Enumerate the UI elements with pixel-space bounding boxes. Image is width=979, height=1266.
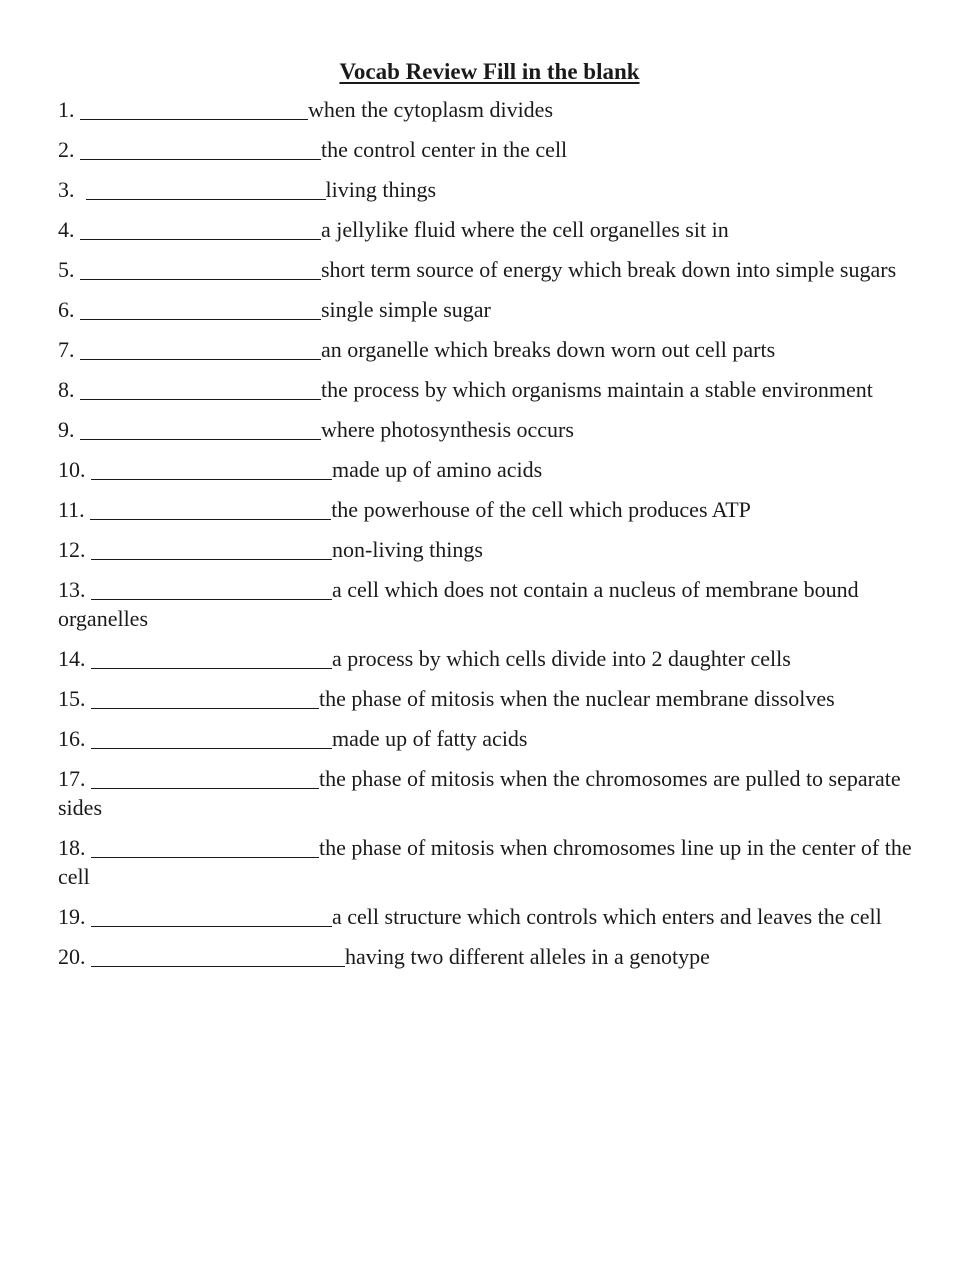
item-number: 2.: [58, 137, 75, 162]
item-number: 6.: [58, 297, 75, 322]
item-number: 15.: [58, 686, 86, 711]
vocab-list: [58, 95, 920, 971]
item-definition: a jellylike fluid where the cell organelles sit in: [321, 217, 729, 242]
answer-blank[interactable]: [80, 337, 321, 360]
item-definition: the phase of mitosis when chromosomes line up in the center of the cell: [58, 835, 912, 889]
answer-blank[interactable]: [91, 766, 319, 789]
item-definition: the phase of mitosis when the chromosomes are pulled to separate sides: [58, 766, 901, 820]
item-number: 16.: [58, 726, 86, 751]
item-number: 20.: [58, 944, 86, 969]
list-item: [58, 375, 920, 404]
answer-blank[interactable]: [90, 497, 331, 520]
item-definition: a process by which cells divide into 2 daughter cells: [332, 646, 791, 671]
item-number: 8.: [58, 377, 75, 402]
worksheet-title: Vocab Review Fill in the blank: [339, 59, 640, 84]
item-definition: single simple sugar: [321, 297, 491, 322]
answer-blank[interactable]: [91, 577, 332, 600]
answer-blank[interactable]: [91, 537, 332, 560]
answer-blank[interactable]: [80, 297, 321, 320]
list-item: [58, 942, 920, 971]
item-definition: the powerhouse of the cell which produces ATP: [331, 497, 751, 522]
item-number: 3.: [58, 177, 75, 202]
item-definition: living things: [325, 177, 437, 202]
item-number: 14.: [58, 646, 86, 671]
answer-blank[interactable]: [91, 726, 332, 749]
item-definition: the control center in the cell: [321, 137, 568, 162]
item-number: 19.: [58, 904, 86, 929]
answer-blank[interactable]: [80, 377, 321, 400]
item-number: 7.: [58, 337, 75, 362]
item-number: 4.: [58, 217, 75, 242]
item-number: 11.: [58, 497, 85, 522]
list-item: [58, 833, 920, 891]
list-item: [58, 295, 920, 324]
list-item: [58, 335, 920, 364]
item-definition: non-living things: [332, 537, 483, 562]
item-definition: when the cytoplasm divides: [308, 97, 554, 122]
answer-blank[interactable]: [91, 944, 345, 967]
answer-blank[interactable]: [80, 417, 321, 440]
list-item: [58, 255, 920, 284]
answer-blank[interactable]: [91, 835, 319, 858]
answer-blank[interactable]: [91, 646, 332, 669]
list-item: [58, 644, 920, 673]
answer-blank[interactable]: [80, 137, 321, 160]
item-number: 17.: [58, 766, 86, 791]
item-number: 10.: [58, 457, 86, 482]
answer-blank[interactable]: [80, 257, 321, 280]
answer-blank[interactable]: [80, 97, 308, 120]
item-definition: made up of fatty acids: [332, 726, 528, 751]
list-item: [58, 175, 920, 204]
list-item: [58, 535, 920, 564]
item-definition: a cell which does not contain a nucleus of membrane bound organelles: [58, 577, 859, 631]
list-item: [58, 455, 920, 484]
item-number: 1.: [58, 97, 75, 122]
answer-blank[interactable]: [91, 686, 319, 709]
item-definition: short term source of energy which break down into simple sugars: [321, 257, 897, 282]
item-definition: having two different alleles in a genotype: [345, 944, 710, 969]
item-number: 13.: [58, 577, 86, 602]
answer-blank[interactable]: [91, 457, 332, 480]
list-item: [58, 684, 920, 713]
list-item: [58, 764, 920, 822]
item-number: 18.: [58, 835, 86, 860]
item-definition: an organelle which breaks down worn out cell parts: [321, 337, 776, 362]
answer-blank[interactable]: [80, 217, 321, 240]
item-definition: the phase of mitosis when the nuclear membrane dissolves: [319, 686, 835, 711]
item-number: 9.: [58, 417, 75, 442]
list-item: [58, 95, 920, 124]
list-item: [58, 135, 920, 164]
list-item: [58, 902, 920, 931]
item-number: 12.: [58, 537, 86, 562]
list-item: [58, 575, 920, 633]
answer-blank[interactable]: [86, 177, 326, 200]
answer-blank[interactable]: [91, 904, 332, 927]
list-item: [58, 724, 920, 753]
item-definition: made up of amino acids: [332, 457, 543, 482]
list-item: [58, 495, 920, 524]
item-number: 5.: [58, 257, 75, 282]
item-definition: where photosynthesis occurs: [321, 417, 574, 442]
item-definition: a cell structure which controls which enters and leaves the cell: [332, 904, 882, 929]
item-definition: the process by which organisms maintain a stable environment: [321, 377, 873, 402]
list-item: [58, 415, 920, 444]
list-item: [58, 215, 920, 244]
